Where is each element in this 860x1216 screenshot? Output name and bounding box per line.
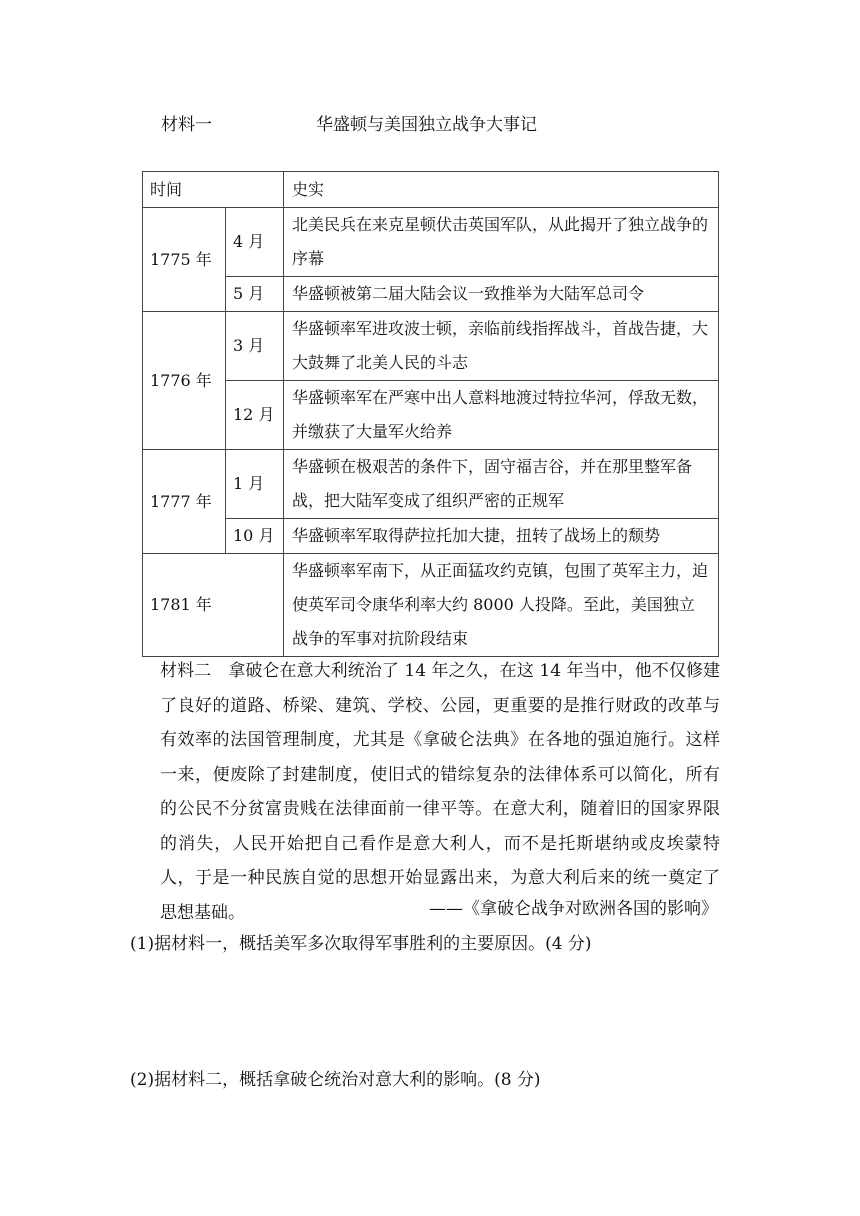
material2-source: ——《拿破仑战争对欧洲各国的影响》	[429, 899, 718, 919]
year-cell: 1777 年	[143, 450, 226, 554]
fact-cell: 北美民兵在来克星顿伏击英国军队，从此揭开了独立战争的序幕	[284, 208, 719, 277]
fact-cell: 华盛顿率军取得萨拉托加大捷，扭转了战场上的颓势	[284, 519, 719, 554]
events-table	[142, 171, 719, 657]
fact-cell: 华盛顿率军在严寒中出人意料地渡过特拉华河，俘敌无数，并缴获了大量军火给养	[284, 381, 719, 450]
month-cell: 4 月	[226, 208, 284, 277]
material1-title: 华盛顿与美国独立战争大事记	[316, 115, 537, 135]
header-time: 时间	[143, 172, 284, 208]
table-row	[143, 312, 719, 381]
material2-text: 拿破仑在意大利统治了 14 年之久，在这 14 年当中，他不仅修建了良好的道路、桥梁、建筑、学校、公园，更重要的是推行财政的改革与有效率的法国管理制度，尤其是《拿破仑法典》在各地的强迫施行。这样一来，便废除了封建制度，使旧式的错综复杂的法律体系可以简化，所有的公民不分贫富贵贱在法律面前一律平等。在意大利，随着旧的国家界限的消失，人民开始把自己看作是意大利人，而不是托斯堪纳或皮埃蒙特人，于是一种民族自觉的思想开始显露出来，为意大利后来的统一奠定了思想基础。	[160, 661, 721, 923]
material2-paragraph	[160, 654, 720, 930]
month-cell: 1 月	[226, 450, 284, 519]
fact-cell: 华盛顿率军南下，从正面猛攻约克镇，包围了英军主力，迫使英军司令康华利率大约 8000 人投降。至此，美国独立战争的军事对抗阶段结束	[284, 554, 719, 657]
header-fact: 史实	[284, 172, 719, 208]
material2-label: 材料二	[160, 661, 212, 681]
fact-cell: 华盛顿在极艰苦的条件下，固守福吉谷，并在那里整军备战，把大陆军变成了组织严密的正规军	[284, 450, 719, 519]
year-cell: 1775 年	[143, 208, 226, 312]
table-row	[143, 381, 719, 450]
table-header-row	[143, 172, 719, 208]
month-cell: 3 月	[226, 312, 284, 381]
question-1: (1)据材料一，概括美军多次取得军事胜利的主要原因。(4 分)	[130, 934, 592, 954]
table-row	[143, 208, 719, 277]
month-cell: 12 月	[226, 381, 284, 450]
table-row	[143, 450, 719, 519]
fact-cell: 华盛顿率军进攻波士顿，亲临前线指挥战斗，首战告捷，大大鼓舞了北美人民的斗志	[284, 312, 719, 381]
year-cell: 1781 年	[143, 554, 284, 657]
month-cell: 5 月	[226, 277, 284, 312]
year-cell: 1776 年	[143, 312, 226, 450]
table-row	[143, 519, 719, 554]
table-row	[143, 277, 719, 312]
question-2: (2)据材料二，概括拿破仑统治对意大利的影响。(8 分)	[130, 1070, 541, 1090]
table-row	[143, 554, 719, 657]
material1-label: 材料一	[161, 115, 212, 135]
fact-cell: 华盛顿被第二届大陆会议一致推举为大陆军总司令	[284, 277, 719, 312]
month-cell: 10 月	[226, 519, 284, 554]
